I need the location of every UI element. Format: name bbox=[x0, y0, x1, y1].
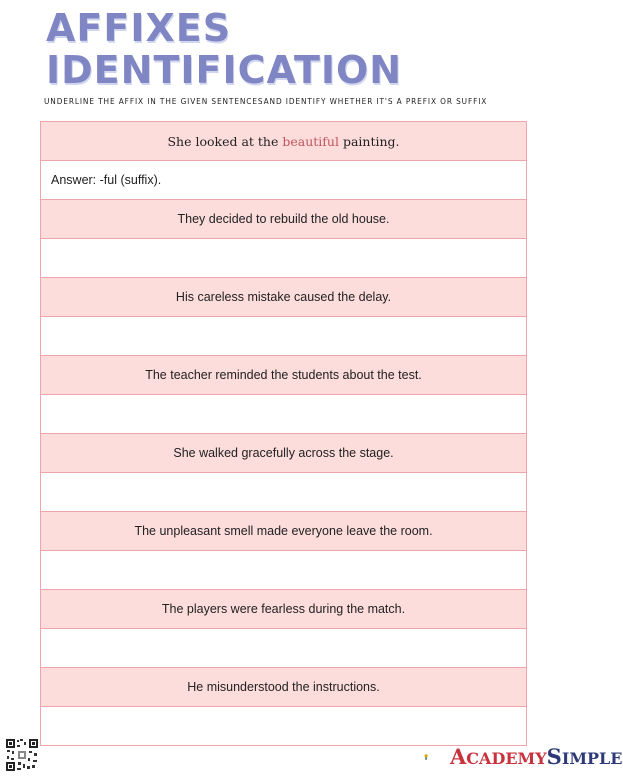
question-row: She walked gracefully across the stage. bbox=[41, 434, 526, 473]
question-row: His careless mistake caused the delay. bbox=[41, 278, 526, 317]
title-line-2: IDENTIFICATION bbox=[46, 48, 403, 92]
example-highlight-word: beautiful bbox=[282, 133, 339, 149]
answer-field[interactable] bbox=[41, 629, 526, 668]
title-line-1: AFFIXES bbox=[46, 6, 232, 50]
question-row: The teacher reminded the students about the test. bbox=[41, 356, 526, 395]
question-row: The unpleasant smell made everyone leave the room. bbox=[41, 512, 526, 551]
example-before: She looked at the bbox=[167, 133, 283, 149]
exercise-table bbox=[40, 121, 527, 746]
example-sentence-row bbox=[41, 122, 526, 161]
academy-simple-logo: ACADEMYSIMPLE bbox=[450, 744, 623, 769]
answer-field[interactable] bbox=[41, 317, 526, 356]
example-after: painting. bbox=[338, 133, 400, 149]
answer-field[interactable] bbox=[41, 395, 526, 434]
qr-code-icon bbox=[5, 738, 39, 772]
example-answer-row: Answer: -ful (suffix). bbox=[41, 161, 526, 200]
instructions: UNDERLINE THE AFFIX IN THE GIVEN SENTENCESAND IDENTIFY WHETHER IT'S A PREFIX OR SUFFIX bbox=[44, 96, 488, 106]
question-row: They decided to rebuild the old house. bbox=[41, 200, 526, 239]
answer-field[interactable] bbox=[41, 551, 526, 590]
answer-field[interactable] bbox=[41, 473, 526, 512]
question-row: The players were fearless during the match. bbox=[41, 590, 526, 629]
answer-field[interactable] bbox=[41, 239, 526, 278]
question-row: He misunderstood the instructions. bbox=[41, 668, 526, 707]
